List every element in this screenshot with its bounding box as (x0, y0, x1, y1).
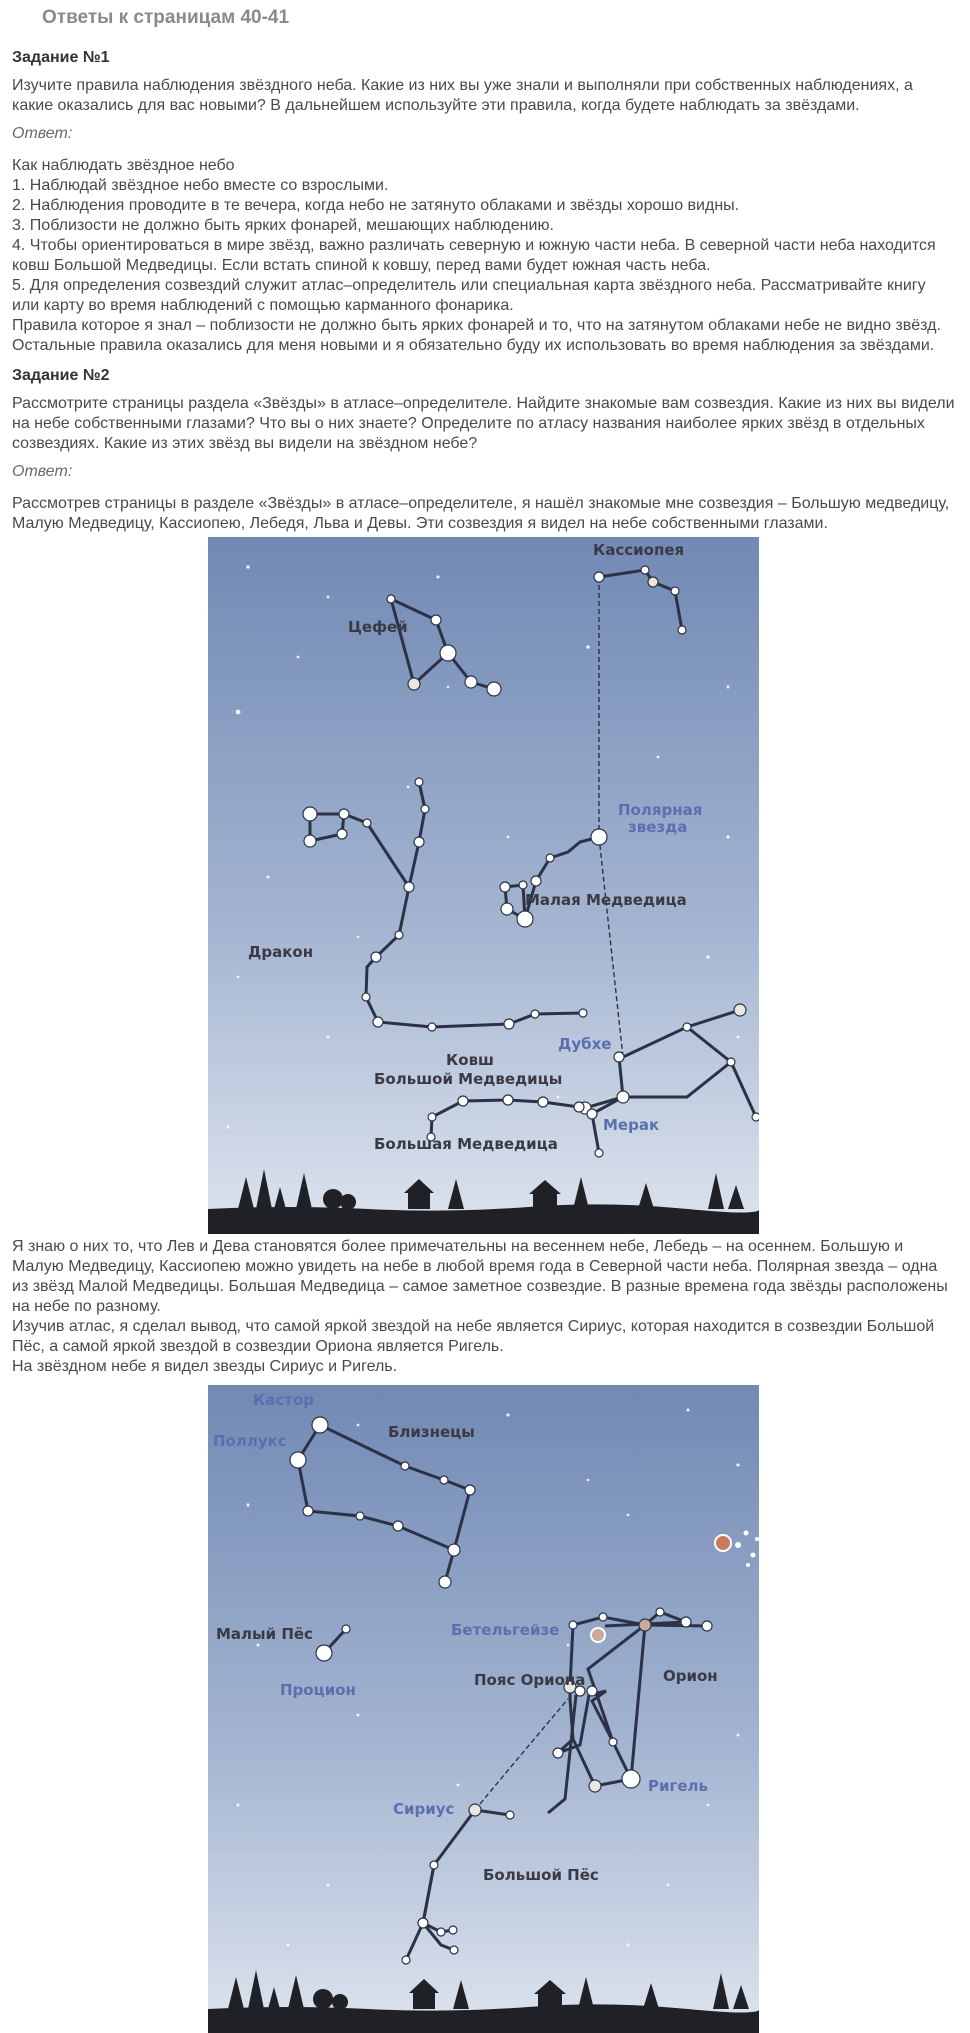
label-draco: Дракон (248, 943, 314, 961)
winter-sky-chart (208, 1385, 759, 2033)
aldebaran-star (715, 1535, 731, 1551)
label-orion: Орион (663, 1667, 718, 1685)
label-sirius: Сириус (393, 1800, 455, 1818)
task2-title: Задание №2 (12, 367, 110, 384)
task2-answer (12, 1237, 957, 1377)
label-cepheus: Цефей (348, 618, 408, 636)
task2-answer-label: Ответ: (12, 463, 73, 480)
label-canis-minor: Малый Пёс (216, 1625, 313, 1643)
rule-2: 2. Наблюдения проводите в те вечера, когда небо не затянуто облаками и звёзды хорошо видны. (12, 197, 740, 214)
label-dipper-1: Ковш (446, 1051, 494, 1069)
label-dubhe: Дубхе (558, 1035, 612, 1053)
label-gemini: Близнецы (388, 1423, 475, 1441)
label-ursa-minor: Малая Медведица (525, 891, 687, 909)
northern-sky-figure (208, 537, 759, 1234)
label-pollux: Поллукс (213, 1432, 287, 1450)
betelgeuse-star (591, 1628, 605, 1642)
seen-stars: На звёздном небе я видел звезды Сириус и Ригель. (12, 1358, 398, 1375)
rule-1: 1. Наблюдай звёздное небо вместе со взрослыми. (12, 177, 389, 194)
label-canis-major: Большой Пёс (483, 1866, 599, 1884)
task1-conclusion: Правила которое я знал – поблизости не должно быть ярких фонарей и то, что на затянутом облаками небе не видно звёзд. Остальные правила оказались для меня новыми и я обязательно буду их использовать во время наблюдения за звёздами. (12, 317, 941, 354)
label-orion-belt: Пояс Ориона (474, 1671, 586, 1689)
label-cassiopeia: Кассиопея (593, 541, 685, 559)
constellation-facts: Я знаю о них то, что Лев и Дева становятся более примечательны на весеннем небе, Лебедь – на осеннем. Большую и Малую Медведицу, Кассиопею можно увидеть на небе в любой время года в Северной части неба. Полярная звезда – одна из звёзд Малой Медведицы. Большая Медведица – самое заметное созвездие. В разные времена года звёзды расположены на небе по разному. (12, 1238, 948, 1315)
label-castor: Кастор (253, 1391, 315, 1409)
rule-4: 4. Чтобы ориентироваться в мире звёзд, важно различать северную и южную части неба. В северной части неба находится ковш Большой Медведицы. Если встать спиной к ковшу, перед вами будет южная часть неба. (12, 237, 936, 274)
label-procyon: Процион (280, 1681, 356, 1699)
rules-heading: Как наблюдать звёздное небо (12, 157, 235, 174)
task2-answer-intro: Рассмотрев страницы в разделе «Звёзды» в атласе–определителе, я нашёл знакомые мне созвездия – Большую медведицу, Малую Медведицу, Кассиопею, Лебедя, Льва и Девы. Эти созвездия я видел на небе собственными глазами. (12, 495, 950, 532)
task1-answer-label: Ответ: (12, 125, 73, 142)
task1-answer (12, 156, 957, 356)
sky-background (208, 1385, 759, 2033)
brightest-stars: Изучив атлас, я сделал вывод, что самой яркой звездой на небе является Сириус, которая находится в созвездии Большой Пёс, а самой яркой звездой в созвездии Ориона является Ригель. (12, 1318, 935, 1355)
label-polaris-1: Полярная (618, 801, 703, 819)
task2-question: Рассмотрите страницы раздела «Звёзды» в атласе–определителе. Найдите знакомые вам созвездия. Какие из них вы видели на небе собственными глазами? Что вы о них знаете? Определите по атласу названия наиболее ярких звёзд в отдельных созвездиях. Какие из этих звёзд вы видели на звёздном небе? (12, 395, 955, 452)
task1-question: Изучите правила наблюдения звёздного неба. Какие из них вы уже знали и выполняли при собственных наблюдениях, а какие оказались для вас новыми? В дальнейшем используйте эти правила, когда будете наблюдать за звёздами. (12, 77, 913, 114)
sky-background (208, 537, 759, 1234)
winter-sky-figure (208, 1385, 759, 2033)
rule-3: 3. Поблизости не должно быть ярких фонарей, мешающих наблюдению. (12, 217, 554, 234)
label-rigel: Ригель (648, 1777, 708, 1795)
task1-title: Задание №1 (12, 49, 110, 66)
label-betelgeuse: Бетельгейзе (451, 1621, 560, 1639)
label-polaris-2: звезда (628, 818, 688, 836)
page-title: Ответы к страницам 40-41 (42, 7, 290, 28)
northern-sky-chart (208, 537, 759, 1234)
label-dipper-2: Большой Медведицы (374, 1070, 563, 1088)
rule-5: 5. Для определения созвездий служит атлас–определитель или специальная карта звёздного неба. Рассматривайте книгу или карту во время наблюдений с помощью карманного фонарика. (12, 277, 926, 314)
label-merak: Мерак (603, 1116, 660, 1134)
label-ursa-major: Большая Медведица (374, 1135, 558, 1153)
